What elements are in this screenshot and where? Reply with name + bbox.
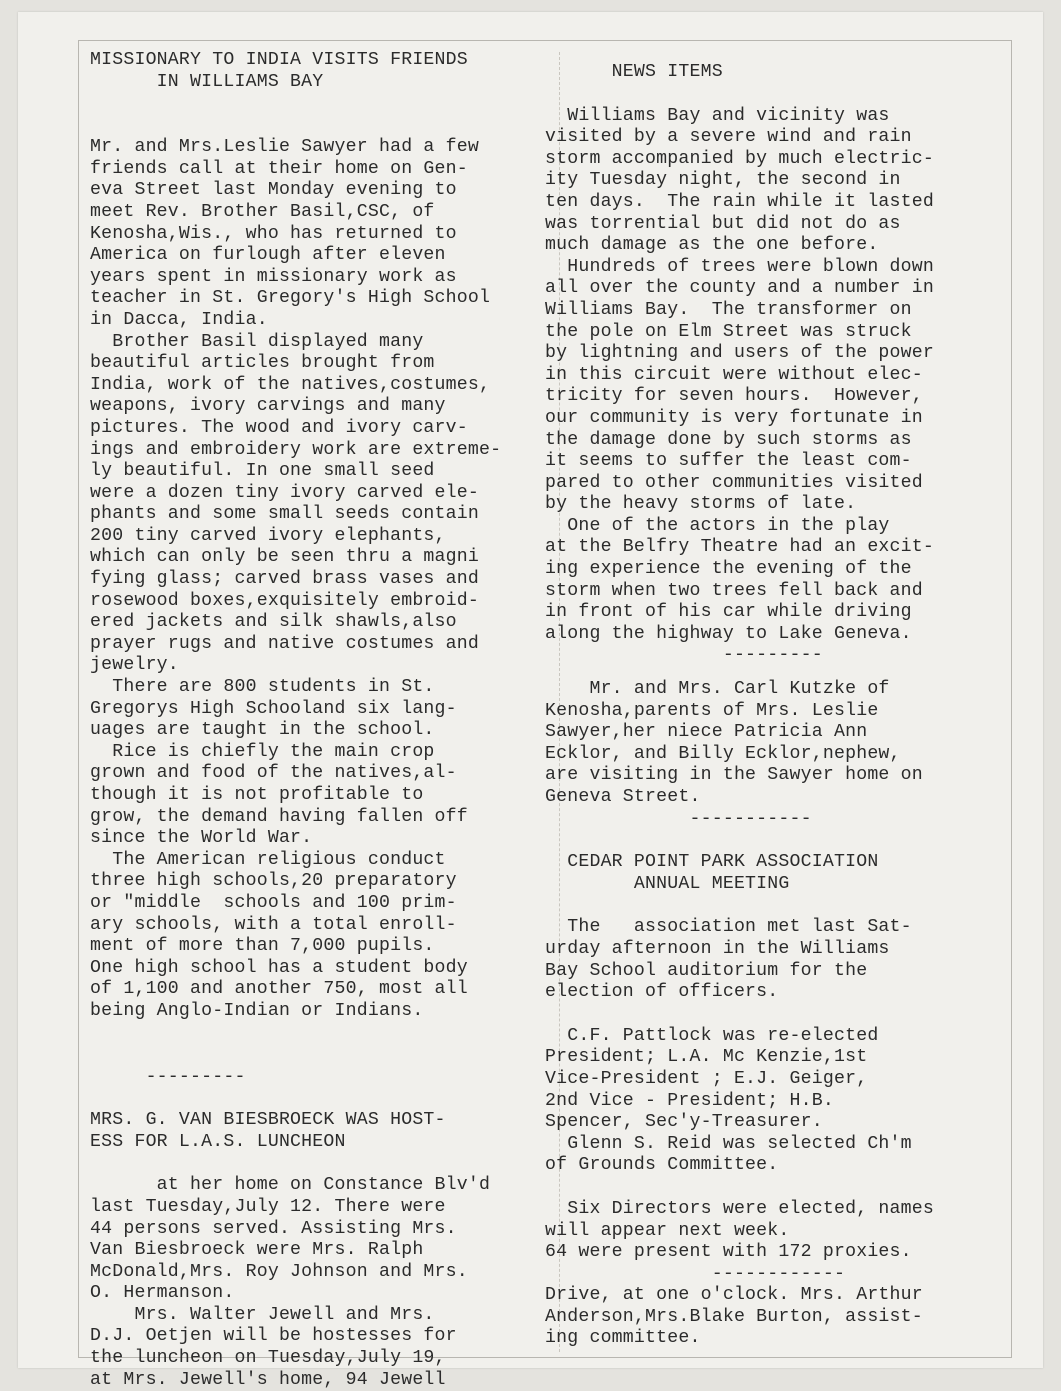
- text-line: at her home on Constance Blv'd: [90, 1175, 491, 1196]
- text-line: pictures. The wood and ivory carv-: [90, 417, 468, 438]
- text-line: Ecklor, and Billy Ecklor,nephew,: [545, 743, 901, 764]
- text-line: prayer rugs and native costumes and: [90, 633, 479, 654]
- text-line: by the heavy storms of late.: [545, 494, 857, 515]
- text-line: McDonald,Mrs. Roy Johnson and Mrs.: [90, 1261, 468, 1282]
- text-line: Bay School auditorium for the: [545, 960, 868, 981]
- text-line: India, work of the natives,costumes,: [90, 374, 491, 395]
- text-line: meet Rev. Brother Basil,CSC, of: [90, 201, 435, 222]
- text-line: three high schools,20 preparatory: [90, 871, 457, 892]
- text-line: D.J. Oetjen will be hostesses for: [90, 1326, 457, 1347]
- text-line: Six Directors were elected, names: [545, 1198, 934, 1219]
- text-line: it seems to suffer the least com-: [545, 451, 912, 472]
- section-separator: ---------: [545, 645, 823, 666]
- missionary-article: [90, 50, 550, 1023]
- text-line: tricity for seven hours. However,: [545, 386, 923, 407]
- text-line: 44 persons served. Assisting Mrs.: [90, 1218, 457, 1239]
- text-line: at Mrs. Jewell's home, 94 Jewell: [90, 1369, 446, 1390]
- section-separator: -----------: [545, 808, 812, 829]
- text-line: being Anglo-Indian or Indians.: [90, 1000, 424, 1021]
- text-line: ment of more than 7,000 pupils.: [90, 936, 435, 957]
- text-line: Gregorys High Schooland six lang-: [90, 698, 457, 719]
- headline-line: CEDAR POINT PARK ASSOCIATION: [545, 852, 879, 873]
- text-line: 2nd Vice - President; H.B.: [545, 1090, 834, 1111]
- text-line: pared to other communities visited: [545, 472, 923, 493]
- paragraph: [90, 137, 550, 331]
- text-line: There are 800 students in St.: [90, 677, 435, 698]
- text-line: Hundreds of trees were blown down: [545, 256, 934, 277]
- paragraph: [90, 850, 550, 1023]
- text-line: Vice-President ; E.J. Geiger,: [545, 1068, 868, 1089]
- text-line: the pole on Elm Street was struck: [545, 321, 912, 342]
- text-line: Mr. and Mrs. Carl Kutzke of: [545, 679, 890, 700]
- news-items-headline: NEWS ITEMS: [545, 62, 723, 82]
- text-line: ings and embroidery work are extreme-: [90, 439, 502, 460]
- text-line: was torrential but did not do as: [545, 213, 901, 234]
- text-line: Williams Bay and vicinity was: [545, 105, 890, 126]
- text-line: all over the county and a number in: [545, 278, 934, 299]
- text-line: Mr. and Mrs.Leslie Sawyer had a few: [90, 137, 479, 158]
- text-line: the luncheon on Tuesday,July 19,: [90, 1348, 446, 1369]
- text-line: in front of his car while driving: [545, 602, 912, 623]
- text-line: or "middle schools and 100 prim-: [90, 892, 457, 913]
- text-line: last Tuesday,July 12. There were: [90, 1196, 446, 1217]
- text-line: One high school has a student body: [90, 957, 468, 978]
- headline-line: IN WILLIAMS BAY: [90, 71, 324, 92]
- text-line: America on furlough after eleven: [90, 245, 446, 266]
- headline-line: ANNUAL MEETING: [545, 873, 790, 894]
- paragraph: [545, 1026, 1000, 1177]
- text-line: grown and food of the natives,al-: [90, 763, 457, 784]
- text-line: 64 were present with 172 proxies.: [545, 1242, 912, 1263]
- article-body: [90, 137, 550, 1022]
- text-line: friends call at their home on Gen-: [90, 158, 468, 179]
- text-line: Kenosha,Wis., who has returned to: [90, 223, 457, 244]
- text-line: One of the actors in the play: [545, 515, 890, 536]
- text-line: storm accompanied by much electric-: [545, 148, 934, 169]
- text-line: Glenn S. Reid was selected Ch'm: [545, 1133, 912, 1154]
- text-line: O. Hermanson.: [90, 1283, 235, 1304]
- text-line: teacher in St. Gregory's High School: [90, 288, 491, 309]
- text-line: Brother Basil displayed many: [90, 331, 424, 352]
- paragraph: [545, 106, 1000, 516]
- paragraph: [545, 1199, 1000, 1264]
- text-line: Anderson,Mrs.Blake Burton, assist-: [545, 1306, 923, 1327]
- text-line: ing experience the evening of the: [545, 559, 912, 580]
- text-line: Spencer, Sec'y-Treasurer.: [545, 1112, 823, 1133]
- text-line: though it is not profitable to: [90, 785, 424, 805]
- text-line: Van Biesbroeck were Mrs. Ralph: [90, 1240, 424, 1261]
- headline-line: MISSIONARY TO INDIA VISITS FRIENDS: [90, 50, 468, 70]
- text-line: phants and some small seeds contain: [90, 504, 479, 525]
- right-column: [545, 62, 1000, 1350]
- text-line: election of officers.: [545, 982, 779, 1003]
- left-column: [90, 50, 550, 1391]
- text-line: years spent in missionary work as: [90, 266, 457, 287]
- continuation-text: [545, 1285, 1000, 1350]
- section-separator: ------------: [545, 1263, 846, 1284]
- text-line: ary schools, with a total enroll-: [90, 914, 457, 935]
- text-line: grow, the demand having fallen off: [90, 806, 468, 827]
- text-line: eva Street last Monday evening to: [90, 180, 457, 201]
- text-line: visited by a severe wind and rain: [545, 127, 912, 148]
- cedar-point-headline: [545, 852, 1000, 895]
- text-line: by lightning and users of the power: [545, 343, 934, 364]
- missionary-headline: [90, 50, 550, 93]
- text-line: Rice is chiefly the main crop: [90, 741, 435, 762]
- text-line: which can only be seen thru a magni: [90, 547, 479, 568]
- text-line: jewelry.: [90, 655, 179, 676]
- luncheon-headline: [90, 1110, 550, 1153]
- text-line: Sawyer,her niece Patricia Ann: [545, 722, 868, 743]
- text-line: ing committee.: [545, 1328, 701, 1349]
- text-line: were a dozen tiny ivory carved ele-: [90, 482, 479, 503]
- text-line: the damage done by such storms as: [545, 429, 912, 450]
- text-line: The American religious conduct: [90, 849, 446, 870]
- paragraph: [545, 1285, 1000, 1350]
- cedar-point-article: [545, 852, 1000, 1285]
- kutzke-item: [545, 679, 1000, 830]
- text-line: rosewood boxes,exquisitely embroid-: [90, 590, 479, 611]
- paragraph: [90, 677, 550, 742]
- paragraph: [545, 516, 1000, 646]
- text-line: will appear next week.: [545, 1220, 790, 1241]
- text-line: are visiting in the Sawyer home on: [545, 765, 923, 786]
- paragraph: [90, 1175, 550, 1305]
- text-line: uages are taught in the school.: [90, 720, 435, 741]
- headline-line: ESS FOR L.A.S. LUNCHEON: [90, 1131, 346, 1152]
- text-line: along the highway to Lake Geneva.: [545, 623, 912, 644]
- text-line: 200 tiny carved ivory elephants,: [90, 525, 446, 546]
- text-line: President; L.A. Mc Kenzie,1st: [545, 1047, 868, 1068]
- paragraph: [90, 1305, 550, 1391]
- text-line: urday afternoon in the Williams: [545, 938, 890, 959]
- text-line: Williams Bay. The transformer on: [545, 299, 912, 320]
- text-line: since the World War.: [90, 828, 313, 849]
- text-line: The association met last Sat-: [545, 917, 912, 938]
- text-line: beautiful articles brought from: [90, 353, 435, 374]
- text-line: of 1,100 and another 750, most all: [90, 979, 468, 1000]
- text-line: in Dacca, India.: [90, 309, 268, 330]
- paragraph: [90, 742, 550, 850]
- paragraph: [545, 917, 1000, 1003]
- text-line: in this circuit were without elec-: [545, 364, 923, 385]
- text-line: at the Belfry Theatre had an excit-: [545, 537, 934, 558]
- text-line: ten days. The rain while it lasted: [545, 191, 934, 212]
- text-line: Kenosha,parents of Mrs. Leslie: [545, 700, 879, 721]
- section-separator: ---------: [90, 1066, 246, 1087]
- text-line: C.F. Pattlock was re-elected: [545, 1025, 879, 1046]
- headline-line: MRS. G. VAN BIESBROECK WAS HOST-: [90, 1110, 446, 1131]
- text-line: Mrs. Walter Jewell and Mrs.: [90, 1304, 435, 1325]
- text-line: ity Tuesday night, the second in: [545, 170, 901, 191]
- paragraph: [90, 332, 550, 678]
- luncheon-article: [90, 1110, 550, 1391]
- text-line: our community is very fortunate in: [545, 407, 923, 428]
- text-line: storm when two trees fell back and: [545, 580, 923, 601]
- text-line: Drive, at one o'clock. Mrs. Arthur: [545, 1285, 923, 1306]
- news-items-article: [545, 62, 1000, 667]
- text-line: fying glass; carved brass vases and: [90, 569, 479, 590]
- text-line: Geneva Street.: [545, 787, 701, 807]
- text-line: ly beautiful. In one small seed: [90, 461, 435, 482]
- text-line: much damage as the one before.: [545, 235, 879, 256]
- text-line: ered jackets and silk shawls,also: [90, 612, 457, 633]
- text-line: weapons, ivory carvings and many: [90, 396, 446, 417]
- paragraph: [545, 679, 1000, 809]
- text-line: of Grounds Committee.: [545, 1155, 779, 1176]
